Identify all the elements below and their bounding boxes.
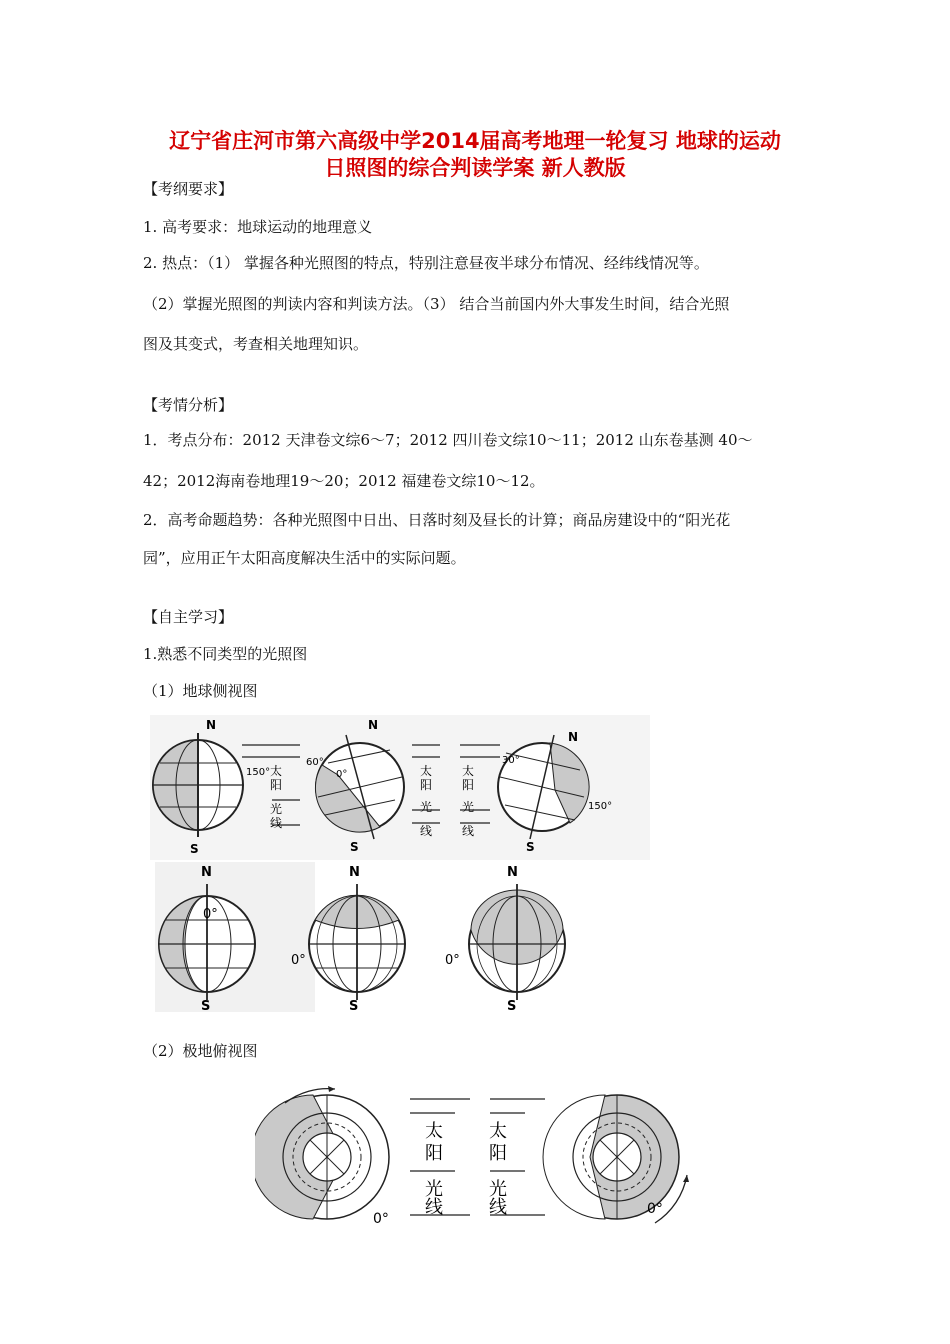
analysis-item-1a: 1．考点分布：2012 天津卷文综6～7；2012 四川卷文综10～11；2012 山东卷基测 40～ <box>143 431 753 449</box>
globe-f-south-label: S <box>507 999 517 1012</box>
globe-d-north-label: N <box>201 865 212 880</box>
self-study-item-1: 1.熟悉不同类型的光照图 <box>143 645 308 663</box>
sun-label-xian-a: 线 <box>270 816 283 830</box>
syllabus-item-1: 1. 高考要求：地球运动的地理意义 <box>143 218 373 236</box>
subheading-polar-view: （2）极地俯视图 <box>143 1042 258 1060</box>
section-heading-analysis: 【考情分析】 <box>143 396 234 414</box>
polar-right-deg0-label: 0° <box>647 1201 663 1217</box>
sun-label-tai-a: 太 <box>270 764 283 778</box>
globe-b-south-label: S <box>350 840 359 854</box>
globe-b-deg0-label: 0° <box>336 769 348 780</box>
globe-c-north-label: N <box>568 730 579 744</box>
globe-d-deg0-label: 0° <box>203 907 218 922</box>
sun-label-yang-b: 阳 <box>420 778 433 792</box>
polar-sun-label-tai-right: 太 <box>489 1121 507 1142</box>
globe-a-deg150-label: 150° <box>246 767 271 778</box>
globe-f-north-label: N <box>507 865 518 880</box>
analysis-item-1b: 42；2012海南卷地理19～20；2012 福建卷文综10～12。 <box>143 472 545 490</box>
sun-label-tai-c: 太 <box>462 764 475 778</box>
side-view-globes-row1 <box>150 715 650 860</box>
globe-a-north-label: N <box>206 718 217 732</box>
polar-sun-label-guang-right: 光 <box>489 1179 507 1200</box>
globe-e-north-label: N <box>349 865 360 880</box>
syllabus-item-2: 2. 热点：（1） 掌握各种光照图的特点，特别注意昼夜半球分布情况、经纬线情况等。 <box>143 254 709 272</box>
globe-b-deg60-label: 60° <box>306 757 324 768</box>
doc-title-line1: 辽宁省庄河市第六高级中学2014届高考地理一轮复习 地球的运动 <box>169 129 781 153</box>
analysis-item-2a: 2．高考命题趋势：各种光照图中日出、日落时刻及昼长的计算；商品房建设中的“阳光花 <box>143 511 731 529</box>
sun-label-tai-b: 太 <box>420 764 433 778</box>
section-heading-self-study: 【自主学习】 <box>143 608 234 626</box>
globe-c-deg150-label: 150° <box>588 801 613 812</box>
sun-label-guang-c: 光 <box>462 800 475 814</box>
globe-f-deg0-label: 0° <box>445 953 460 968</box>
sun-label-guang-a: 光 <box>270 802 283 816</box>
globe-e-deg0-label: 0° <box>291 953 306 968</box>
sun-label-xian-c: 线 <box>462 824 475 838</box>
polar-left-deg0-label: 0° <box>373 1211 389 1227</box>
side-view-globes-row2 <box>155 862 595 1012</box>
polar-sun-label-tai-left: 太 <box>425 1121 443 1142</box>
doc-title-line2: 日照图的综合判读学案 新人教版 <box>324 156 626 180</box>
globe-e-south-label: S <box>349 999 359 1012</box>
syllabus-item-3b: 图及其变式，考查相关地理知识。 <box>143 335 369 353</box>
globe-c-deg30-label: 30° <box>502 755 520 766</box>
sun-label-guang-b: 光 <box>420 800 433 814</box>
polar-sun-label-yang-left: 阳 <box>425 1143 443 1164</box>
analysis-item-2b: 园”，应用正午太阳高度解决生活中的实际问题。 <box>143 549 466 567</box>
polar-view-diagram <box>255 1085 705 1230</box>
polar-disc-left <box>255 1086 389 1219</box>
globe-d-south-label: S <box>201 999 211 1012</box>
polar-sun-label-yang-right: 阳 <box>489 1143 507 1164</box>
globe-c-south-label: S <box>526 840 535 854</box>
globe-a-south-label: S <box>190 842 199 856</box>
sun-label-yang-c: 阳 <box>462 778 475 792</box>
syllabus-item-3a: （2）掌握光照图的判读内容和判读方法。（3） 结合当前国内外大事发生时间，结合光照 <box>143 295 730 313</box>
sun-label-yang-a: 阳 <box>270 778 283 792</box>
section-heading-syllabus: 【考纲要求】 <box>143 180 234 198</box>
polar-disc-right <box>543 1095 689 1223</box>
globe-b-north-label: N <box>368 718 379 732</box>
polar-sun-label-xian-left: 线 <box>425 1197 443 1218</box>
polar-sun-label-xian-right: 线 <box>489 1197 507 1218</box>
subheading-side-view: （1）地球侧视图 <box>143 682 258 700</box>
polar-sun-label-guang-left: 光 <box>425 1179 443 1200</box>
sun-label-xian-b: 线 <box>420 824 433 838</box>
